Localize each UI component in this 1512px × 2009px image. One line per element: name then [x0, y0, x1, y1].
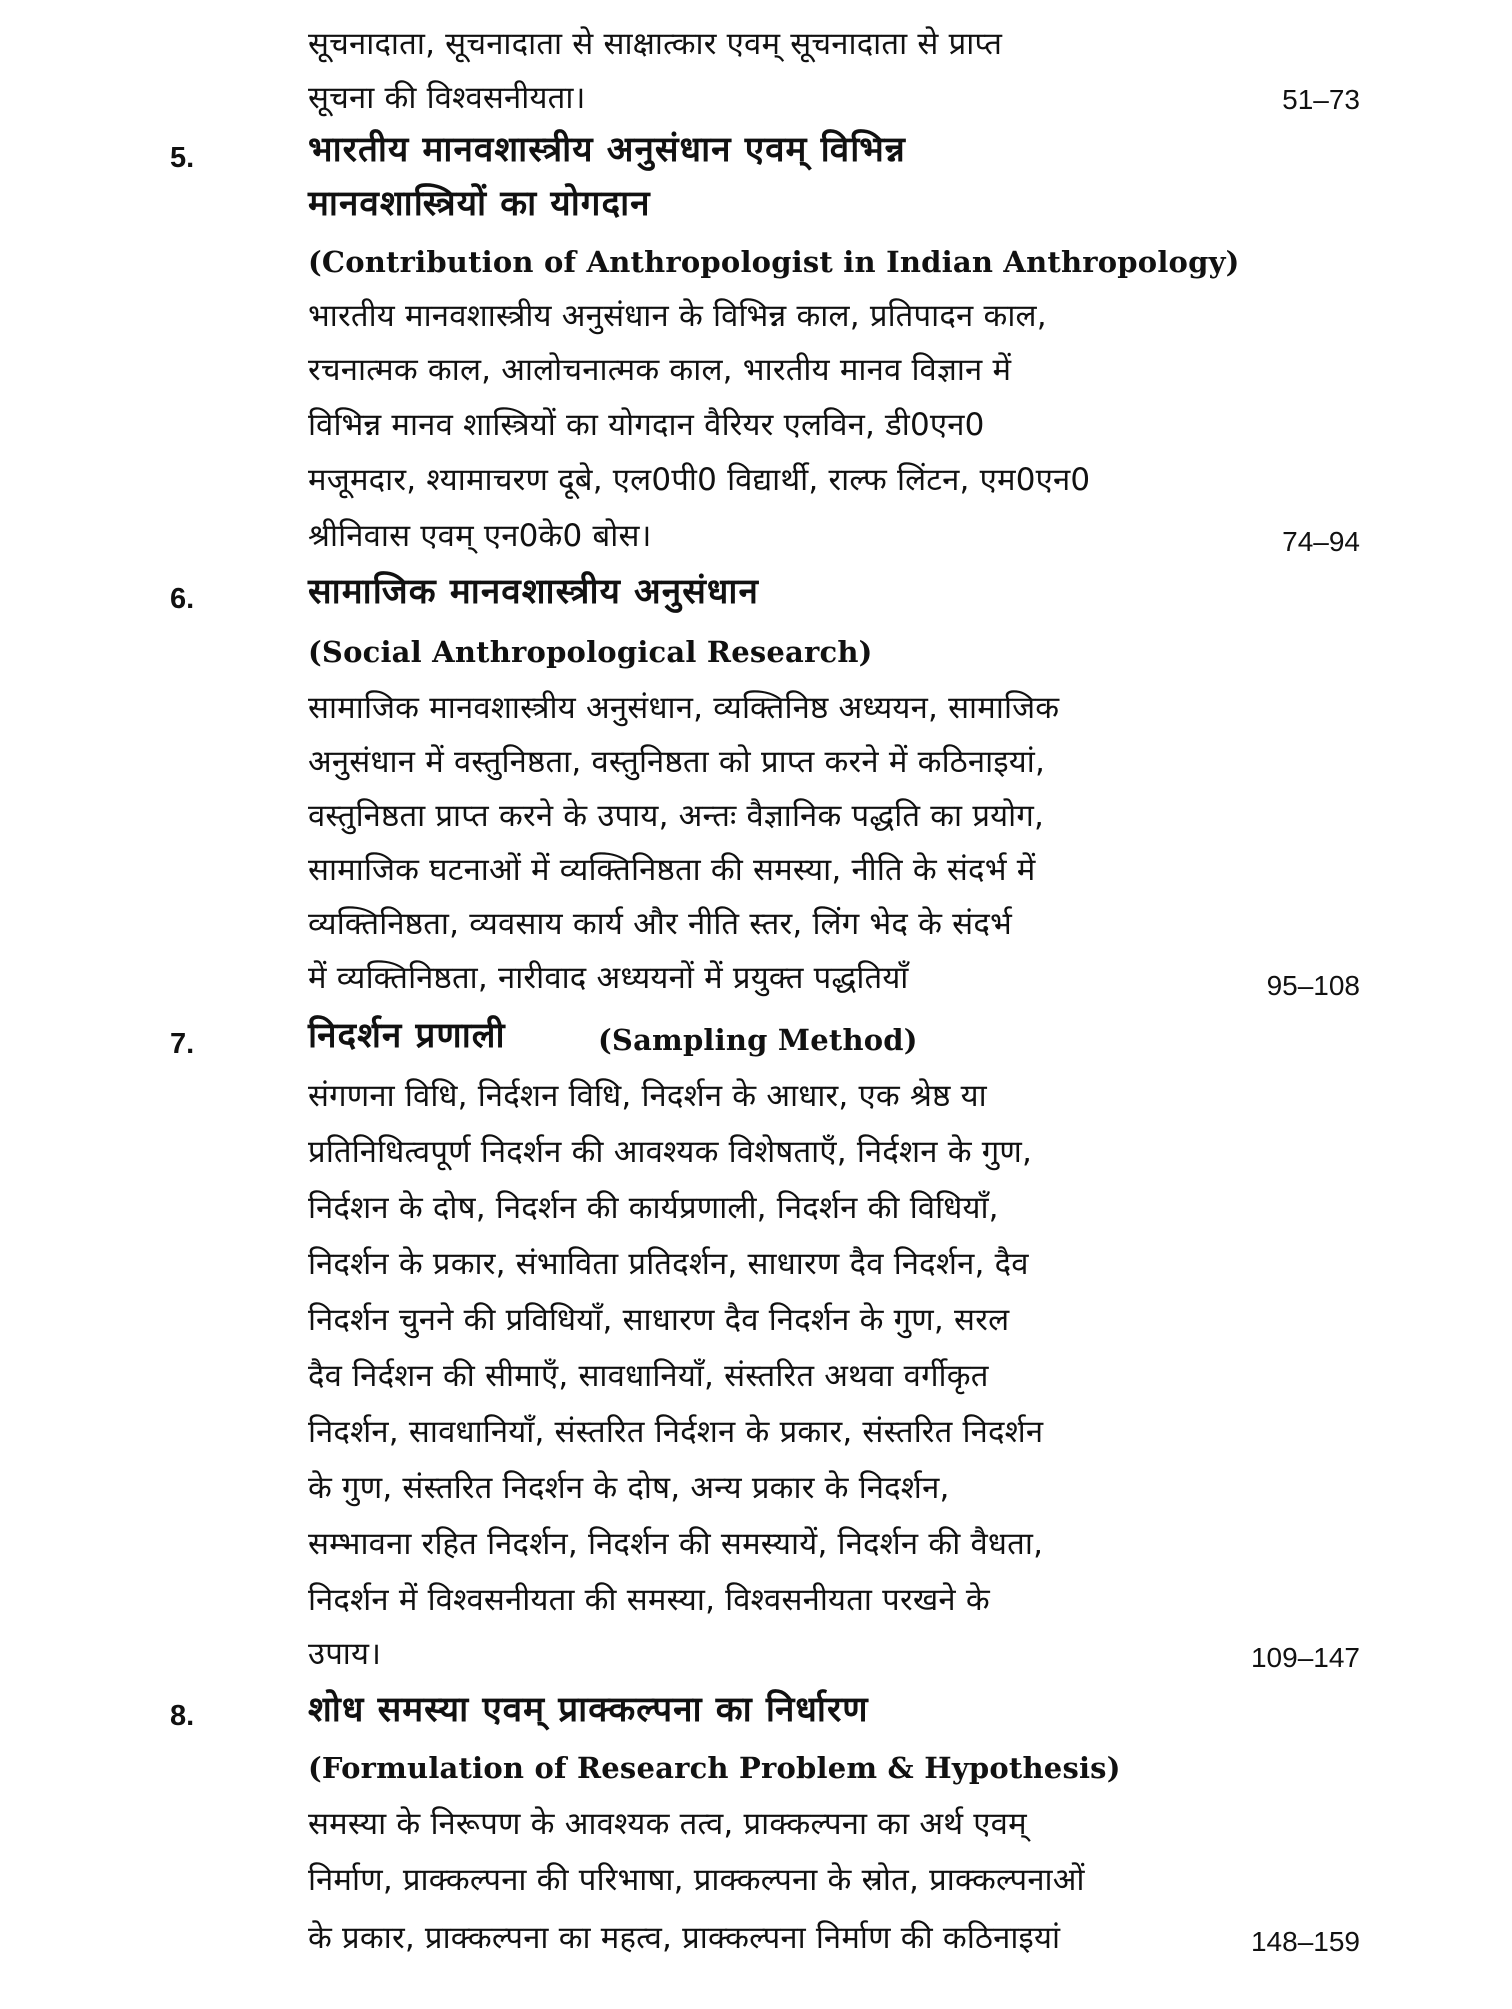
intro-page-range: 51–73	[1282, 84, 1360, 115]
section-8-english-title: (Formulation of Research Problem & Hypothesis)	[308, 1751, 1121, 1785]
section-7-body-line-6: दैव निर्दशन की सीमाएँ, सावधानियाँ, संस्तरित अथवा वर्गीकृत	[308, 1358, 989, 1394]
section-7-page-range: 109–147	[1250, 1642, 1360, 1673]
section-7-body-line-1: संगणना विधि, निर्दशन विधि, निदर्शन के आधार, एक श्रेष्ठ या	[308, 1078, 987, 1114]
section-5-title-line-2: मानवशास्त्रियों का योगदान	[308, 184, 651, 224]
section-5-number: 5.	[170, 142, 195, 174]
section-8-body-line-3: के प्रकार, प्राक्कल्पना का महत्व, प्राक्कल्पना निर्माण की कठिनाइयां	[308, 1920, 1061, 1956]
section-7-body-line-3: निर्दशन के दोष, निदर्शन की कार्यप्रणाली, निदर्शन की विधियाँ,	[308, 1190, 999, 1226]
section-5-page-range: 74–94	[1282, 526, 1360, 557]
intro-line-2: सूचना की विश्वसनीयता।	[308, 80, 586, 116]
section-8-page-range: 148–159	[1250, 1926, 1360, 1957]
section-5-body-line-3: विभिन्न मानव शास्त्रियों का योगदान वैरियर एलविन, डी0एन0	[308, 407, 985, 443]
section-6-page-range: 95–108	[1266, 970, 1360, 1001]
section-7-title-line-1: निदर्शन प्रणाली	[308, 1016, 506, 1056]
section-8-body-line-2: निर्माण, प्राक्कल्पना की परिभाषा, प्राक्कल्पना के स्रोत, प्राक्कल्पनाओं	[308, 1862, 1085, 1898]
section-6-body-line-4: सामाजिक घटनाओं में व्यक्तिनिष्ठता की समस्या, नीति के संदर्भ में	[308, 852, 1036, 888]
section-5-body-line-4: मजूमदार, श्यामाचरण दूबे, एल0पी0 विद्यार्थी, राल्फ लिंटन, एम0एन0	[308, 462, 1091, 498]
section-7-body-line-11: उपाय।	[308, 1636, 382, 1672]
section-5-body-line-2: रचनात्मक काल, आलोचनात्मक काल, भारतीय मानव विज्ञान में	[308, 352, 1012, 388]
section-7-body-line-10: निदर्शन में विश्वसनीयता की समस्या, विश्वसनीयता परखने के	[308, 1582, 990, 1618]
section-8-body-line-1: समस्या के निरूपण के आवश्यक तत्व, प्राक्कल्पना का अर्थ एवम्	[308, 1806, 1027, 1842]
section-7-body-line-4: निदर्शन के प्रकार, संभाविता प्रतिदर्शन, साधारण दैव निदर्शन, दैव	[308, 1246, 1029, 1282]
section-6-title-line-1: सामाजिक मानवशास्त्रीय अनुसंधान	[308, 572, 759, 612]
section-6-english-title: (Social Anthropological Research)	[308, 635, 873, 669]
section-6-body-line-5: व्यक्तिनिष्ठता, व्यवसाय कार्य और नीति स्तर, लिंग भेद के संदर्भ	[308, 906, 1012, 942]
section-5-title-line-1: भारतीय मानवशास्त्रीय अनुसंधान एवम् विभिन्न	[308, 130, 906, 170]
section-8-number: 8.	[170, 1700, 195, 1732]
section-7-body-line-9: सम्भावना रहित निदर्शन, निदर्शन की समस्यायें, निदर्शन की वैधता,	[308, 1526, 1044, 1562]
section-7-body-line-7: निदर्शन, सावधानियाँ, संस्तरित निर्दशन के प्रकार, संस्तरित निदर्शन	[308, 1414, 1044, 1450]
section-5-body-line-5: श्रीनिवास एवम् एन0के0 बोस।	[308, 518, 652, 554]
section-6-body-line-6: में व्यक्तिनिष्ठता, नारीवाद अध्ययनों में प्रयुक्त पद्धतियाँ	[308, 960, 909, 996]
section-7-body-line-2: प्रतिनिधित्वपूर्ण निदर्शन की आवश्यक विशेषताएँ, निर्दशन के गुण,	[308, 1134, 1033, 1170]
section-7-body-line-5: निदर्शन चुनने की प्रविधियाँ, साधारण दैव निदर्शन के गुण, सरल	[308, 1302, 1010, 1338]
section-6-body-line-3: वस्तुनिष्ठता प्राप्त करने के उपाय, अन्तः वैज्ञानिक पद्धति का प्रयोग,	[308, 798, 1045, 834]
section-7-english-title: (Sampling Method)	[598, 1023, 918, 1057]
section-5-english-title: (Contribution of Anthropologist in Indian Anthropology)	[308, 245, 1240, 279]
section-7-number: 7.	[170, 1028, 195, 1060]
section-6-body-line-2: अनुसंधान में वस्तुनिष्ठता, वस्तुनिष्ठता को प्राप्त करने में कठिनाइयां,	[308, 744, 1045, 780]
section-5-body-line-1: भारतीय मानवशास्त्रीय अनुसंधान के विभिन्न काल, प्रतिपादन काल,	[308, 298, 1047, 334]
section-6-body-line-1: सामाजिक मानवशास्त्रीय अनुसंधान, व्यक्तिनिष्ठ अध्ययन, सामाजिक	[308, 690, 1060, 726]
intro-line-1: सूचनादाता, सूचनादाता से साक्षात्कार एवम् सूचनादाता से प्राप्त	[308, 26, 1003, 62]
section-6-number: 6.	[170, 583, 195, 615]
section-8-title-line-1: शोध समस्या एवम् प्राक्कल्पना का निर्धारण	[308, 1690, 869, 1730]
section-7-body-line-8: के गुण, संस्तरित निदर्शन के दोष, अन्य प्रकार के निदर्शन,	[308, 1470, 950, 1506]
